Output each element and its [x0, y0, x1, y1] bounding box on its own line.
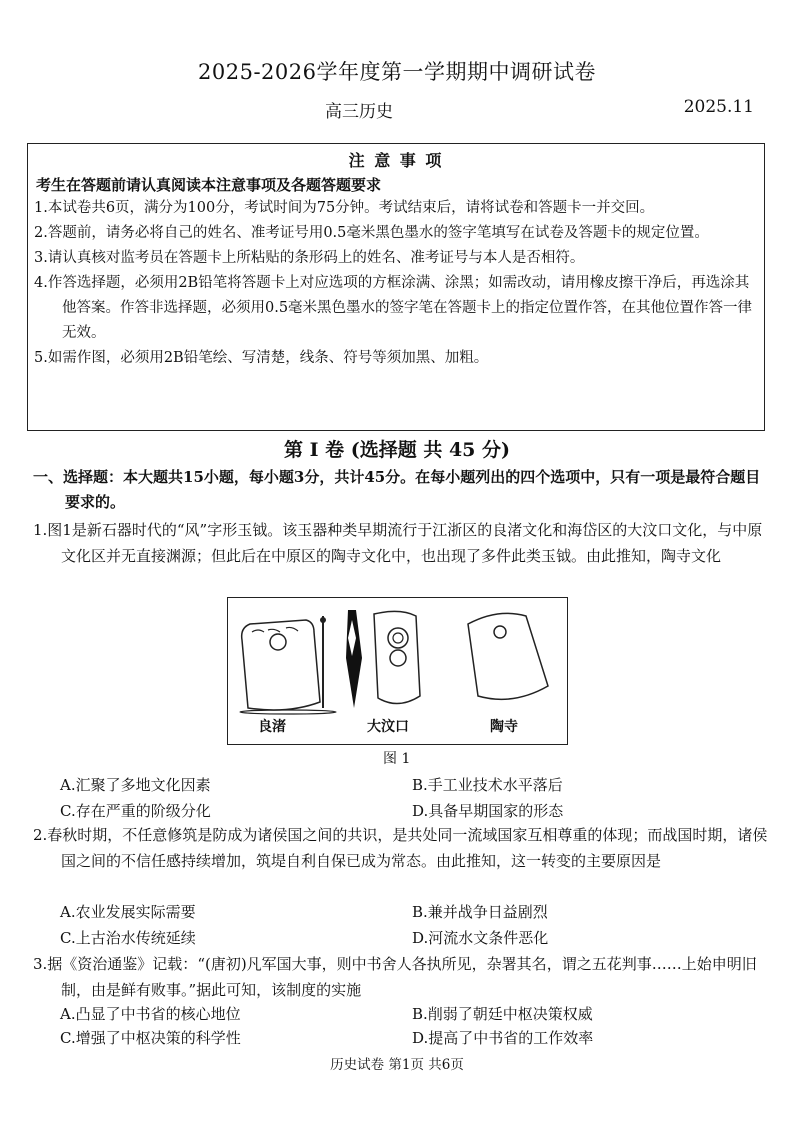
notice-item: 5.如需作图，必须用2B铅笔绘、写清楚，线条、符号等须加黑、加粗。: [34, 350, 489, 366]
dawenkou-axe: [374, 611, 420, 703]
figure-label-liangzhu: 良渚: [258, 719, 286, 735]
liangzhu-axe-pattern: [252, 627, 298, 632]
page-footer: 历史试卷 第1页 共6页: [330, 1057, 464, 1073]
notice-item: 4.作答选择题，必须用2B铅笔将答题卡上对应选项的方框涂满、涂黑；如需改动，请用橡皮擦干净后，再选涂其他答案。作答非选择题，必须用0.5毫米黑色墨水的签字笔在答题卡上的指定位置作答，在其他位置作答一律无效。: [34, 275, 753, 341]
notice-title: 注 意 事 项: [348, 151, 444, 170]
question-3: [33, 951, 768, 1003]
notice-list: [34, 196, 760, 371]
figure-label-dawenkou: 大汶口: [367, 719, 409, 735]
figure-label-taosi: 陶寺: [490, 719, 518, 735]
option-b[interactable]: B.削弱了朝廷中枢决策权威: [412, 1005, 593, 1023]
notice-item: 1.本试卷共6页，满分为100分，考试时间为75分钟。考试结束后，请将试卷和答题卡一并交回。: [34, 200, 655, 216]
liangzhu-axe-hole: [270, 634, 286, 650]
exam-date: 2025.11: [683, 97, 754, 117]
option-b[interactable]: B.兼并战争日益剧烈: [412, 903, 548, 921]
figure-1: [227, 597, 568, 745]
option-d[interactable]: D.提高了中书省的工作效率: [412, 1029, 594, 1047]
option-a[interactable]: A.凸显了中书省的核心地位: [60, 1005, 241, 1023]
option-c[interactable]: C.增强了中枢决策的科学性: [60, 1029, 241, 1047]
dawenkou-axe-hole-2: [393, 633, 403, 643]
liangzhu-handle-knob: [320, 617, 326, 623]
option-c[interactable]: C.上古治水传统延续: [60, 929, 196, 947]
notice-box: [27, 143, 765, 431]
taosi-axe-hole: [494, 626, 506, 638]
subject-label: 高三历史: [325, 102, 393, 122]
figure-caption: 图 1: [383, 751, 411, 767]
dawenkou-blade-dark: [346, 610, 362, 708]
liangzhu-axe: [242, 620, 320, 710]
question-stem: 2.春秋时期，不任意修筑是防成为诸侯国之间的共识，是共处同一流域国家互相尊重的体现；而战国时期，诸侯国之间的不信任感持续增加，筑堤自利自保已成为常态。由此推知，这一转变的主要原因是: [33, 826, 768, 870]
option-a[interactable]: A.农业发展实际需要: [60, 903, 196, 921]
question-1: [33, 517, 768, 569]
option-c[interactable]: C.存在严重的阶级分化: [60, 802, 211, 820]
dawenkou-axe-hole-3: [390, 650, 406, 666]
notice-item: 2.答题前，请务必将自己的姓名、准考证号用0.5毫米黑色墨水的签字笔填写在试卷及答题卡的规定位置。: [34, 225, 709, 241]
dawenkou-axe-hole-1: [388, 628, 408, 648]
option-b[interactable]: B.手工业技术水平落后: [412, 776, 563, 794]
option-d[interactable]: D.具备早期国家的形态: [412, 802, 564, 820]
notice-subtitle: 考生在答题前请认真阅读本注意事项及各题答题要求: [36, 176, 382, 194]
liangzhu-base-line: [240, 710, 336, 714]
question-stem: 3.据《资治通鉴》记载：“(唐初)凡军国大事，则中书舍人各执所见，杂署其名，谓之五花判事……上始申明旧制，由是鲜有败事。”据此可知，该制度的实施: [33, 955, 757, 999]
option-d[interactable]: D.河流水文条件恶化: [412, 929, 549, 947]
part-title: 第 I 卷 (选择题 共 45 分): [284, 439, 510, 461]
section-heading: 一、选择题：本大题共15小题，每小题3分，共计45分。在每小题列出的四个选项中，只有一项是最符合题目要求的。: [33, 468, 761, 511]
option-a[interactable]: A.汇聚了多地文化因素: [60, 776, 211, 794]
notice-item: 3.请认真核对监考员在答题卡上所粘贴的条形码上的姓名、准考证号与本人是否相符。: [34, 250, 585, 266]
question-2: [33, 822, 768, 874]
exam-title: 2025-2026学年度第一学期期中调研试卷: [198, 60, 596, 84]
taosi-axe: [468, 613, 548, 699]
question-stem: 1.图1是新石器时代的“风”字形玉钺。该玉器种类早期流行于江浙区的良渚文化和海岱区的大汶口文化，与中原文化区并无直接渊源；但此后在中原区的陶寺文化中，也出现了多件此类玉钺。由此推知，陶寺文化: [33, 521, 763, 565]
